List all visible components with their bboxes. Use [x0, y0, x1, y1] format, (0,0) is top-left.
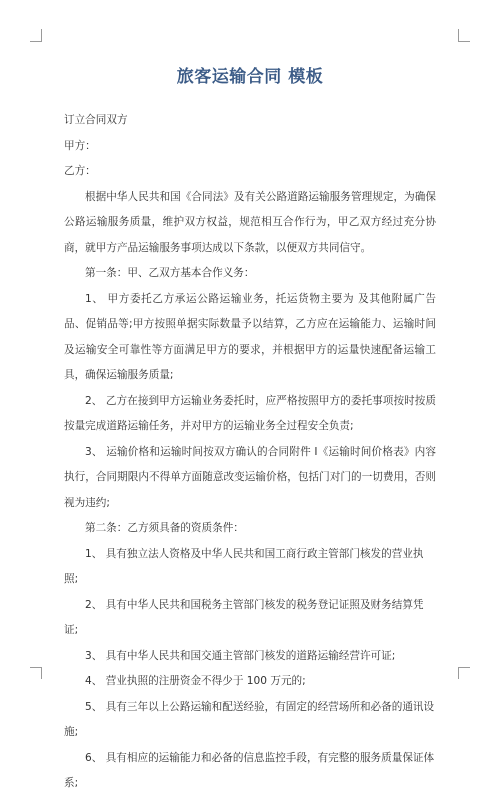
crop-mark-top-left-h — [30, 41, 42, 42]
article-2-clause-6: 6、 具有相应的运输能力和必备的信息监控手段，有完整的服务质量保证体系; — [64, 751, 435, 789]
document-title: 旅客运输合同 模板 — [176, 67, 324, 87]
crop-mark-bottom-right-v — [458, 667, 459, 679]
party-b-line: 乙方： — [64, 165, 96, 177]
party-a-line: 甲方： — [64, 139, 96, 152]
parties-heading: 订立合同双方 — [64, 114, 128, 126]
article-1-clause-1: 1、 甲方委托乙方承运公路运输业务，托运货物主要为 及其他附属广告品、促销品等;甲方按照单据实际数量予以结算，乙方应在运输能力、运输时间及运输安全可靠性等方面满足甲方的要求，并根据甲方的运量快速配备运输工具，确保运输服务质量; — [64, 292, 436, 381]
article-2-heading: 第二条：乙方须具备的资质条件： — [85, 522, 244, 534]
article-2-clause-2: 2、 具有中华人民共和国税务主管部门核发的税务登记证照及财务结算凭证; — [64, 598, 424, 636]
document-body — [64, 108, 436, 797]
article-2-clause-5: 5、 具有三年以上公路运输和配送经验，有固定的经营场所和必备的通讯设施; — [64, 700, 435, 738]
article-1-heading: 第一条：甲、乙双方基本合作义务： — [85, 267, 255, 279]
preamble-paragraph: 根据中华人民共和国《合同法》及有关公路道路运输服务管理规定，为确保公路运输服务质量，维护双方权益，规范相互合作行为，甲乙双方经过充分协商，就甲方产品运输服务事项达成以下条款，以便双方共同信守。 — [64, 190, 436, 254]
crop-mark-bottom-left-v — [41, 667, 42, 679]
article-2-clause-3: 3、 具有中华人民共和国交通主管部门核发的道路运输经营许可证; — [85, 649, 396, 662]
article-1-clause-3: 3、 运输价格和运输时间按双方确认的合同附件 I《运输时间价格表》内容执行，合同期限内不得单方面随意改变运输价格，包括门对门的一切费用，否则视为违约; — [64, 445, 436, 509]
crop-mark-top-left-v — [41, 29, 42, 41]
article-1-clause-2: 2、 乙方在接到甲方运输业务委托时，应严格按照甲方的委托事项按时按质按量完成道路运输任务，并对甲方的运输业务全过程安全负责; — [64, 394, 436, 432]
article-2-clause-1: 1、 具有独立法人资格及中华人民共和国工商行政主管部门核发的营业执照; — [64, 547, 424, 585]
article-2-clause-4: 4、 营业执照的注册资金不得少于 100 万元的; — [85, 675, 306, 687]
crop-mark-bottom-right-h — [458, 667, 470, 668]
crop-mark-top-right-v — [458, 29, 459, 41]
crop-mark-top-right-h — [458, 41, 470, 42]
